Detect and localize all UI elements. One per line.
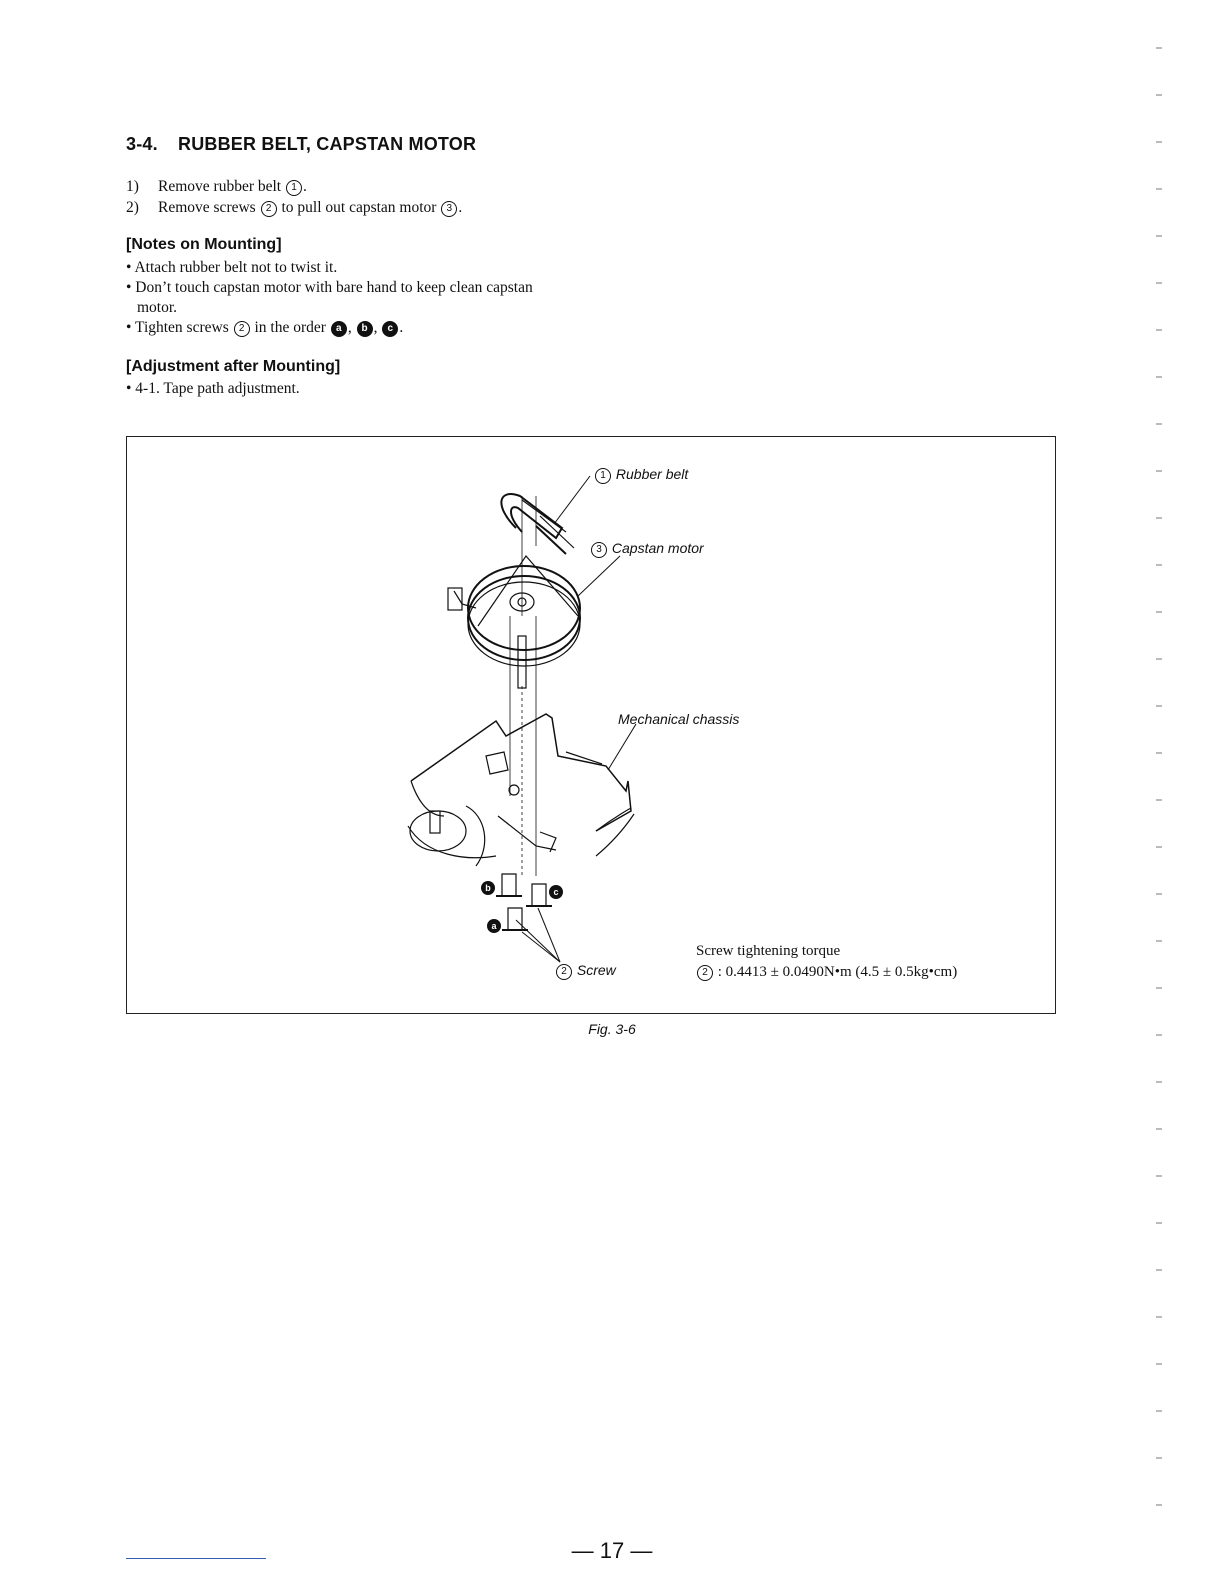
torque-value-line: 2 : 0.4413 ± 0.0490N•m (4.5 ± 0.5kg•cm) [696, 962, 957, 983]
screw-mark-b-letter: b [485, 883, 491, 893]
order-mark-b: b [357, 321, 373, 337]
removal-steps [126, 176, 462, 218]
section-title: RUBBER BELT, CAPSTAN MOTOR [178, 134, 477, 154]
ref-circle: 3 [441, 201, 457, 217]
torque-spec [696, 941, 957, 983]
note-item-tighten: • Tighten screws 2 in the order a , b , c . [126, 319, 404, 336]
order-mark-a: a [331, 321, 347, 337]
ref-circle: 2 [234, 321, 250, 337]
rubber-belt-illustration [501, 494, 574, 554]
step-1: 1) Remove rubber belt 1 . [126, 178, 307, 195]
page-number: — 17 — [571, 1538, 653, 1563]
label-screw: 2 Screw [555, 962, 616, 980]
notes-heading: [Notes on Mounting] [126, 236, 282, 253]
mechanical-chassis-illustration [408, 714, 634, 866]
exploded-view-drawing [126, 436, 1056, 1014]
label-rubber-belt: 1 Rubber belt [594, 466, 688, 484]
note-item: • Attach rubber belt not to twist it. [126, 259, 338, 276]
figure-caption: Fig. 3-6 [588, 1021, 636, 1037]
adjustment-item: • 4-1. Tape path adjustment. [126, 380, 300, 397]
section-number: 3-4. [126, 134, 158, 154]
note-item: • Don’t touch capstan motor with bare hand to keep clean capstan [126, 279, 533, 296]
ref-circle: 1 [286, 180, 302, 196]
edge-tick-marks [1154, 0, 1164, 1584]
screw-mark-a-letter: a [491, 921, 497, 931]
adjustment-heading: [Adjustment after Mounting] [126, 358, 341, 375]
ref-circle: 2 [697, 965, 713, 981]
ref-circle: 2 [261, 201, 277, 217]
section-heading [126, 134, 476, 155]
capstan-motor-illustration [448, 556, 580, 688]
notes-list [126, 258, 533, 338]
screw-mark-c-letter: c [553, 887, 559, 897]
label-capstan-motor: 3 Capstan motor [590, 540, 704, 558]
torque-title: Screw tightening torque [696, 943, 841, 959]
note-item: motor. [137, 299, 178, 316]
step-2: 2) Remove screws 2 to pull out capstan motor 3 . [126, 199, 463, 216]
order-mark-c: c [382, 321, 398, 337]
guide-lines [510, 496, 536, 876]
label-mechanical-chassis: Mechanical chassis [618, 711, 740, 727]
